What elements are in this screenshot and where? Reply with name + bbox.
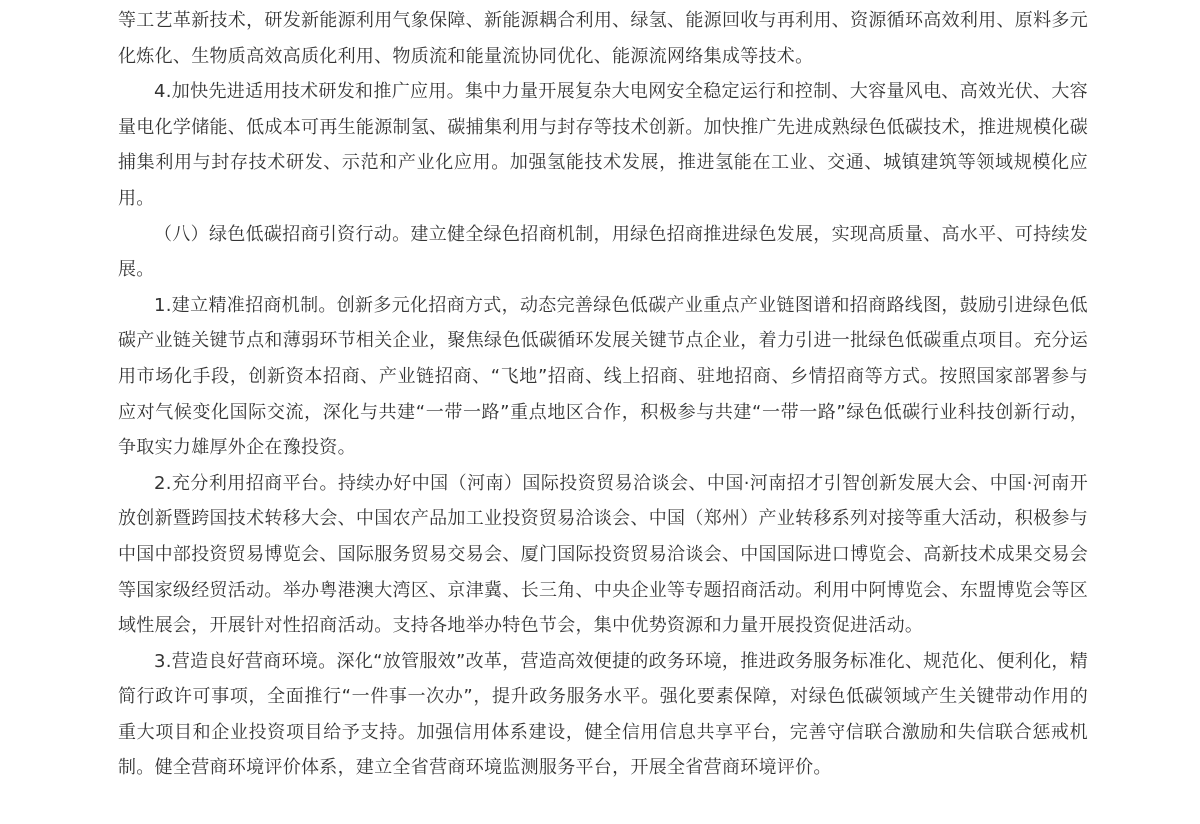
document-body (0, 3, 1200, 824)
paragraph-section-8-heading: （八）绿色低碳招商引资行动。建立健全绿色招商机制，用绿色招商推进绿色发展，实现高质量、高水平、可持续发展。 (118, 223, 1088, 281)
paragraph-investment-platforms: 2.充分利用招商平台。持续办好中国（河南）国际投资贸易洽谈会、中国·河南招才引智创新发展大会、中国·河南开放创新暨跨国技术转移大会、中国农产品加工业投资贸易洽谈会、中国（郑州）产业转移系列对接等重大活动，积极参与中国中部投资贸易博览会、国际服务贸易交易会、厦门国际投资贸易洽谈会、中国国际进口博览会、高新技术成果交易会等国家级经贸活动。举办粤港澳大湾区、京津冀、长三角、中央企业等专题招商活动。利用中阿博览会、东盟博览会等区域性展会，开展针对性招商活动。支持各地举办特色节会，集中优势资源和力量开展投资促进活动。 (118, 472, 1088, 637)
paragraph-business-environment: 3.营造良好营商环境。深化“放管服效”改革，营造高效便捷的政务环境，推进政务服务标准化、规范化、便利化，精简行政许可事项，全面推行“一件事一次办”，提升政务服务水平。强化要素保障，对绿色低碳领域产生关键带动作用的重大项目和企业投资项目给予支持。加强信用体系建设，健全信用信息共享平台，完善守信联合激励和失信联合惩戒机制。健全营商环境评价体系，建立全省营商环境监测服务平台，开展全省营商环境评价。 (118, 650, 1088, 779)
paragraph-advanced-technology: 4.加快先进适用技术研发和推广应用。集中力量开展复杂大电网安全稳定运行和控制、大容量风电、高效光伏、大容量电化学储能、低成本可再生能源制氢、碳捕集利用与封存等技术创新。加快推广先进成熟绿色低碳技术，推进规模化碳捕集利用与封存技术研发、示范和产业化应用。加强氢能技术发展，推进氢能在工业、交通、城镇建筑等领域规模化应用。 (118, 81, 1088, 209)
paragraph-precise-investment-mechanism: 1.建立精准招商机制。创新多元化招商方式，动态完善绿色低碳产业重点产业链图谱和招商路线图，鼓励引进绿色低碳产业链关键节点和薄弱环节相关企业，聚焦绿色低碳循环发展关键节点企业，着力引进一批绿色低碳重点项目。充分运用市场化手段，创新资本招商、产业链招商、“飞地”招商、线上招商、驻地招商、乡情招商等方式。按照国家部署参与应对气候变化国际交流，深化与共建“一带一路”重点地区合作，积极参与共建“一带一路”绿色低碳行业科技创新行动，争取实力雄厚外企在豫投资。 (118, 294, 1088, 459)
paragraph-continued-technologies: 等工艺革新技术，研发新能源利用气象保障、新能源耦合利用、绿氢、能源回收与再利用、资源循环高效利用、原料多元化炼化、生物质高效高质化利用、物质流和能量流协同优化、能源流网络集成等技术。 (118, 10, 1088, 67)
